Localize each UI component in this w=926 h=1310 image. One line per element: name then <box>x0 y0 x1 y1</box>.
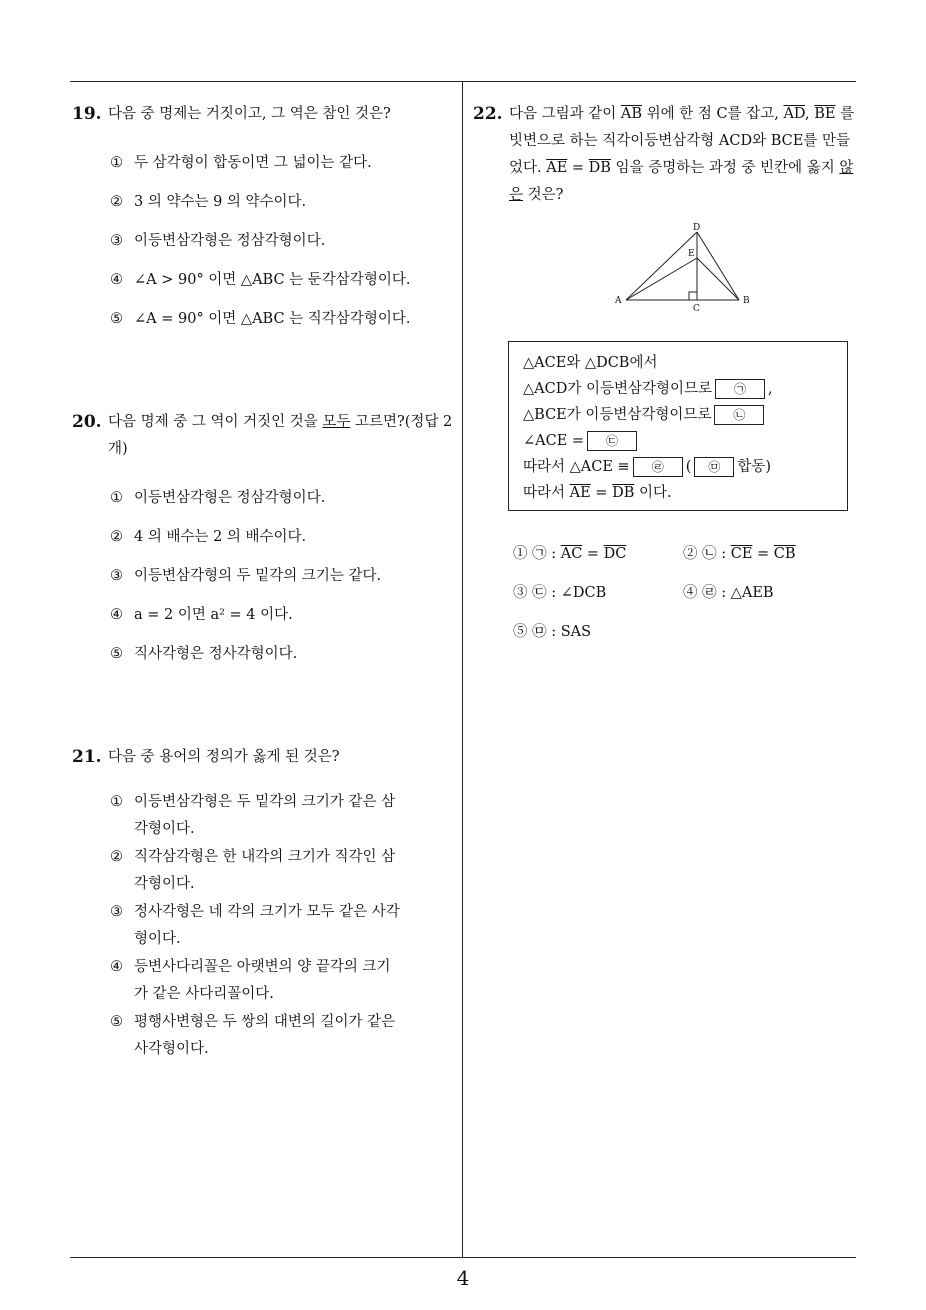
proof-text: , <box>768 381 773 397</box>
choice-mark: ⑤ <box>110 311 123 327</box>
proof-text: △BCE가 이등변삼각형이므로 <box>523 407 712 423</box>
choice-4[interactable] <box>110 267 447 294</box>
stem-text: , <box>805 106 815 122</box>
choice-blank: ㉣ <box>702 585 717 601</box>
choice-5[interactable] <box>110 1009 400 1063</box>
choice-text: ∠DCB <box>560 585 607 601</box>
bottom-rule <box>70 1257 856 1258</box>
choice-text: 두 삼각형이 합동이면 그 넓이는 같다. <box>134 155 372 171</box>
segment: $\overline{CB}$ <box>773 546 796 562</box>
stem-text: 위에 한 점 C를 잡고, <box>642 106 784 122</box>
choice-mark: ① <box>513 546 528 562</box>
label-e: E <box>688 249 695 259</box>
label-a: A <box>615 296 622 306</box>
choice-2[interactable] <box>110 189 447 216</box>
proof-text: ( <box>685 459 692 475</box>
stem-text: 를 빗변으로 하는 직각이등변삼각형 ACD와 BCE를 만들었다. <box>509 106 855 176</box>
question-number: 20. <box>72 412 102 432</box>
choice-mark: ③ <box>513 585 528 601</box>
choice-mark: ④ <box>110 607 123 623</box>
label-c: C <box>693 304 700 312</box>
segment-eb-line <box>697 258 739 300</box>
proof-text: 합동) <box>737 459 772 475</box>
choice-list <box>110 150 447 333</box>
blank-1: ㉠ <box>715 379 765 399</box>
choice-sep: : <box>546 546 561 562</box>
segment: $\overline{AC}$ <box>560 546 583 562</box>
blank-3: ㉢ <box>587 431 637 451</box>
choice-text: 등변사다리꼴은 아랫변의 양 끝각의 크기가 같은 사다리꼴이다. <box>134 959 391 1002</box>
segment-ab: $\overline{AB}$ <box>620 106 643 122</box>
question-20 <box>72 409 457 680</box>
choice-3[interactable] <box>110 228 447 255</box>
question-19 <box>72 101 447 345</box>
choice-text: 4 의 배수는 2 의 배수이다. <box>134 529 307 545</box>
choice-mark: ④ <box>110 272 123 288</box>
proof-line-6 <box>523 480 847 506</box>
choice-5[interactable] <box>110 306 447 333</box>
choice-4[interactable] <box>683 581 853 620</box>
choice-mark: ④ <box>110 959 123 975</box>
choice-text: a = 2 이면 a² = 4 이다. <box>134 607 293 623</box>
choice-list <box>110 485 457 668</box>
question-21 <box>72 744 447 1064</box>
top-rule <box>70 81 856 82</box>
stem-text: 다음 그림과 같이 <box>509 106 621 122</box>
choice-text: 직사각형은 정사각형이다. <box>134 646 298 662</box>
choice-list <box>110 789 400 1063</box>
choice-mark: ② <box>110 529 123 545</box>
choice-mark: ② <box>683 546 698 562</box>
choice-mark: ⑤ <box>110 646 123 662</box>
choice-4[interactable] <box>110 954 400 1008</box>
question-stem <box>509 101 858 209</box>
choice-text: 정사각형은 네 각의 크기가 모두 같은 사각형이다. <box>134 904 400 947</box>
choice-mark: ① <box>110 794 123 810</box>
choice-text: 이등변삼각형은 두 밑각의 크기가 같은 삼각형이다. <box>134 794 396 837</box>
choice-mark: ③ <box>110 233 123 249</box>
choice-1[interactable] <box>110 485 457 512</box>
choice-text: ∠A > 90° 이면 △ABC 는 둔각삼각형이다. <box>134 272 411 288</box>
right-angle-mark <box>689 292 697 300</box>
choice-sep: : <box>716 585 731 601</box>
stem-text: 다음 명제 중 그 역이 거짓인 것을 <box>108 414 323 430</box>
stem-emphasis: 모두 <box>322 414 351 430</box>
stem-text: 고르면?(정답 2개) <box>108 414 453 457</box>
choice-1[interactable] <box>110 150 447 177</box>
question-number: 21. <box>72 747 102 767</box>
choice-3[interactable] <box>110 899 400 953</box>
choice-mark: ⑤ <box>110 1014 123 1030</box>
proof-text: △ACD가 이등변삼각형이므로 <box>523 381 713 397</box>
choice-sep: : <box>546 624 561 640</box>
proof-line-4 <box>523 428 847 454</box>
equals-sign: = <box>590 485 613 501</box>
choice-text: 평행사변형은 두 쌍의 대변의 길이가 같은 사각형이다. <box>134 1014 396 1057</box>
segment-be: $\overline{BE}$ <box>814 106 836 122</box>
proof-box <box>508 341 848 511</box>
segment-db: $\overline{DB}$ <box>612 485 635 501</box>
proof-line-1: △ACE와 △DCB에서 <box>523 355 658 371</box>
choice-mark: ② <box>110 849 123 865</box>
proof-text: ∠ACE = <box>523 433 585 449</box>
choice-text: △AEB <box>730 585 774 601</box>
label-d: D <box>693 223 701 233</box>
question-number: 19. <box>72 104 102 124</box>
choice-mark: ② <box>110 194 123 210</box>
choice-mark: ① <box>110 155 123 171</box>
page-number: 4 <box>456 1266 470 1290</box>
choice-text: ∠A = 90° 이면 △ABC 는 직각삼각형이다. <box>134 311 411 327</box>
equals-sign: = <box>567 160 589 176</box>
triangle-figure <box>612 220 762 312</box>
choice-text: 이등변삼각형의 두 밑각의 크기는 같다. <box>134 568 382 584</box>
segment-ae: $\overline{AE}$ <box>569 485 591 501</box>
proof-text: 이다. <box>634 485 672 501</box>
choice-sep: : <box>546 585 561 601</box>
question-number: 22. <box>473 104 503 124</box>
proof-text: 따라서 <box>523 485 570 501</box>
equals-sign: = <box>752 546 774 562</box>
choice-1[interactable] <box>513 542 683 581</box>
equals-sign: = <box>582 546 604 562</box>
proof-line-5 <box>523 454 847 480</box>
choice-blank: ㉤ <box>532 624 547 640</box>
choice-2[interactable] <box>683 542 853 581</box>
choice-2[interactable] <box>110 844 400 898</box>
segment: $\overline{DC}$ <box>603 546 627 562</box>
proof-line-2 <box>523 376 847 402</box>
choice-5[interactable] <box>513 620 688 659</box>
choice-5[interactable] <box>110 641 457 668</box>
choice-mark: ⑤ <box>513 624 528 640</box>
choice-sep: : <box>716 546 731 562</box>
blank-5: ㉤ <box>694 457 734 477</box>
proof-line-3 <box>523 402 847 428</box>
choice-text: 이등변삼각형은 정삼각형이다. <box>134 233 326 249</box>
choice-mark: ③ <box>110 904 123 920</box>
choice-blank: ㉡ <box>702 546 717 562</box>
q22-choice-list <box>513 542 853 659</box>
stem-text: 임을 증명하는 과정 중 빈칸에 옳지 <box>610 160 840 176</box>
segment-ae-line <box>626 258 697 300</box>
stem-emphasis: 않은 <box>509 160 854 203</box>
choice-text: SAS <box>560 624 592 640</box>
segment-ad: $\overline{AD}$ <box>783 106 806 122</box>
segment-db: $\overline{DB}$ <box>588 160 611 176</box>
choice-blank: ㉠ <box>532 546 547 562</box>
choice-mark: ④ <box>683 585 698 601</box>
segment-db-line <box>697 232 739 300</box>
choice-text: 3 의 약수는 9 의 약수이다. <box>134 194 307 210</box>
segment-ae: $\overline{AE}$ <box>546 160 568 176</box>
choice-text: 이등변삼각형은 정삼각형이다. <box>134 490 326 506</box>
choice-3[interactable] <box>110 563 457 590</box>
question-22 <box>473 101 858 209</box>
segment: $\overline{CE}$ <box>730 546 753 562</box>
segment-ad-line <box>626 232 697 300</box>
choice-blank: ㉢ <box>532 585 547 601</box>
column-divider <box>462 81 463 1257</box>
choice-3[interactable] <box>513 581 683 620</box>
choice-4[interactable] <box>110 602 457 629</box>
choice-text: 직각삼각형은 한 내각의 크기가 직각인 삼각형이다. <box>134 849 396 892</box>
choice-mark: ③ <box>110 568 123 584</box>
question-stem <box>108 409 457 463</box>
choice-2[interactable] <box>110 524 457 551</box>
blank-2: ㉡ <box>714 405 764 425</box>
label-b: B <box>743 296 750 306</box>
choice-1[interactable] <box>110 789 400 843</box>
stem-text: 것은? <box>523 187 564 203</box>
choice-mark: ① <box>110 490 123 506</box>
question-stem: 다음 중 용어의 정의가 옳게 된 것은? <box>108 749 340 765</box>
question-stem: 다음 중 명제는 거짓이고, 그 역은 참인 것은? <box>108 106 391 122</box>
blank-4: ㉣ <box>633 457 683 477</box>
proof-text: 따라서 △ACE ≡ <box>523 459 630 475</box>
